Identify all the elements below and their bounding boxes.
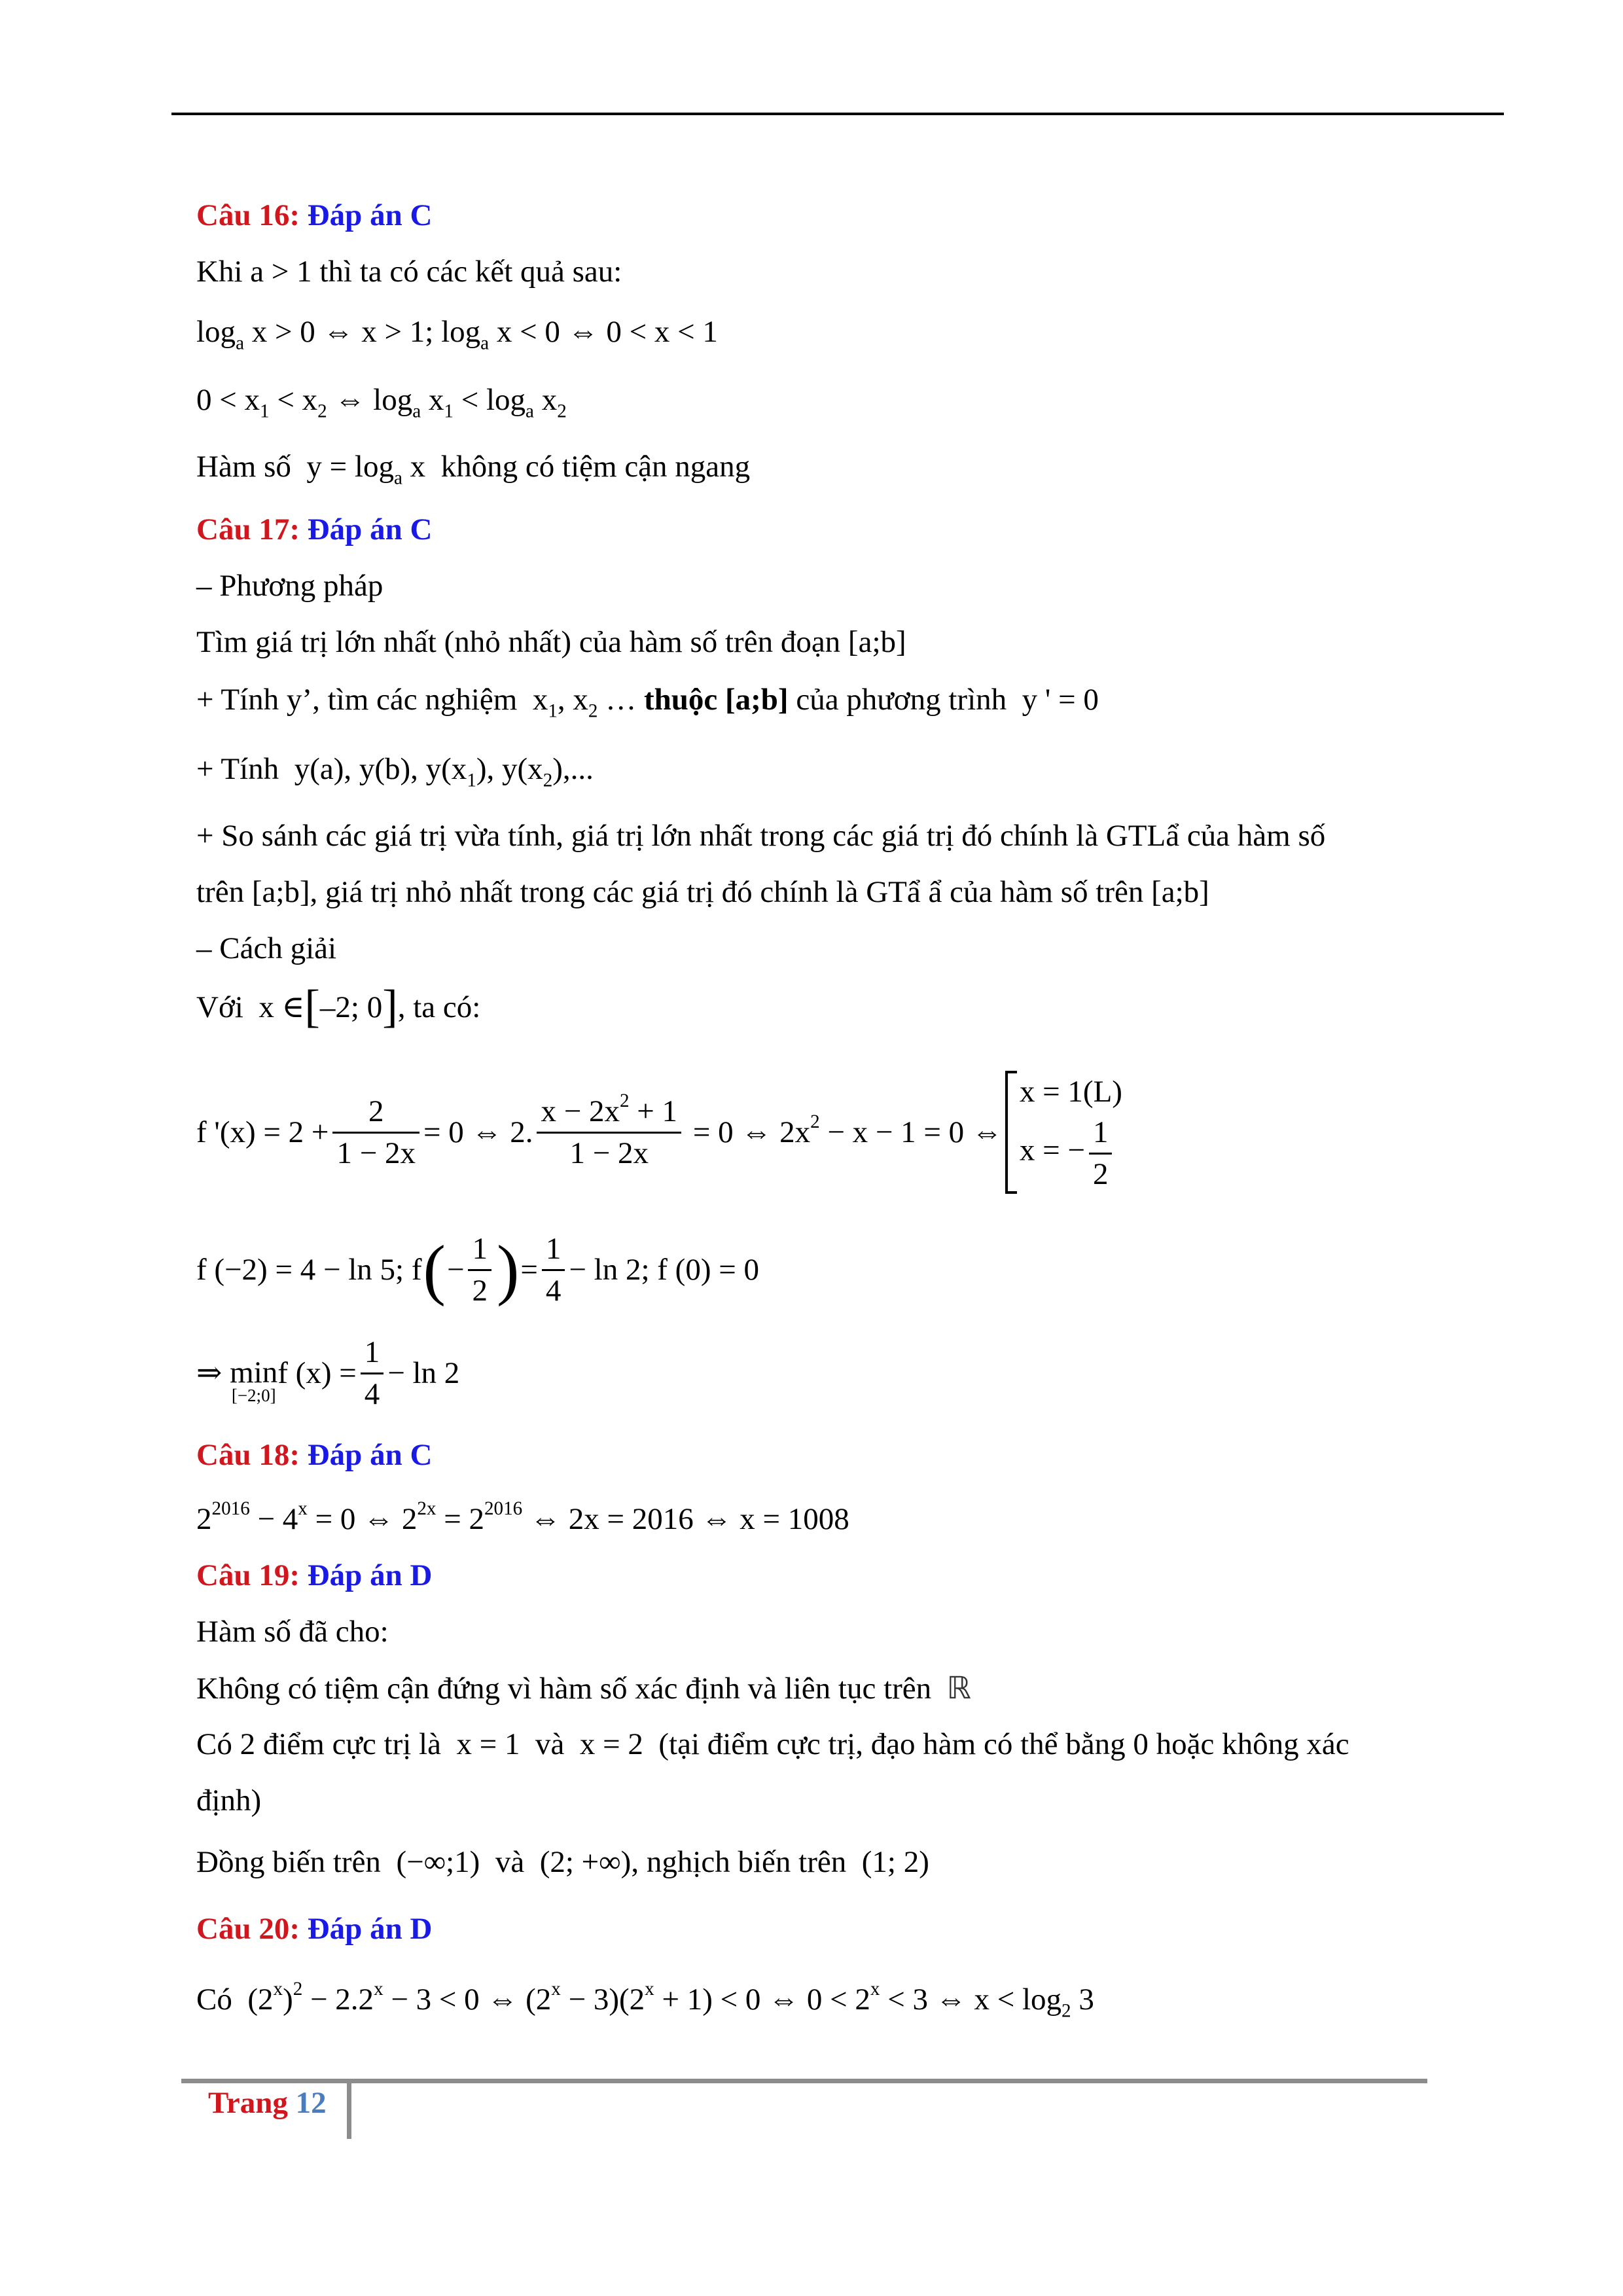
q17-method: – Phương pháp — [196, 569, 383, 603]
q17-minimum: ⇒ min [−2;0] f (x) = $\frac{1}{4}$ − ln 2 — [196, 1333, 459, 1414]
footer-rule — [181, 2079, 1427, 2083]
fraction: $\frac{x - 2x^2 + 1}{1 - 2x}$ — [537, 1092, 681, 1172]
q19-monotonic: Đồng biến trên (−∞;1) và (2; +∞), nghịch biến trên (1; 2) — [196, 1845, 929, 1879]
q20-inequality: Có $(2^x)^2 - 2.2^x - 3 < 0$ ⇔ $(2^x - 3)(2^x + 1) < 0$ ⇔ $0 < 2^x < 3$ ⇔ $x < \log_2 3$ — [196, 1979, 1094, 2022]
q17-derivative: f '(x) = 2 + $\frac{2}{1 - 2x}$ = 0 ⇔ 2. $\frac{x - 2x^2 + 1}{1 - 2x}$ = 0 ⇔ $2x^2 - x - 1 = 0$ ⇔ x = 1(L) x = − $\frac{1}{2}$ — [196, 1060, 1122, 1204]
q19-extrema-cont: định) — [196, 1784, 262, 1818]
q17-find: Tìm giá trị lớn nhất (nhỏ nhất) của hàm số trên đoạn [a;b] — [196, 625, 906, 659]
page-number: Trang 12 — [208, 2086, 327, 2120]
q17-compare-2: trên [a;b], giá trị nhỏ nhất trong các giá trị đó chính là GTẩ ẩ của hàm số trên [a;b] — [196, 875, 1209, 909]
header-rule — [171, 113, 1504, 115]
q17-solve: – Cách giải — [196, 931, 337, 965]
q16-log-monotone: $0 < x_1 < x_2$ ⇔ $\log_a x_1 < \log_a x_2$ — [196, 383, 567, 422]
q17-heading: Câu 17: Đáp án C — [196, 512, 433, 547]
q16-intro: Khi a > 1 thì ta có các kết quả sau: — [196, 255, 622, 289]
fraction: $\frac{2}{1 - 2x}$ — [332, 1092, 419, 1172]
q17-values: f (−2) = 4 − ln 5; f ( − $\frac{1}{2}$ ) = $\frac{1}{4}$ − ln 2; f (0) = 0 — [196, 1229, 759, 1310]
footer-separator — [347, 2079, 351, 2139]
q20-heading: Câu 20: Đáp án D — [196, 1912, 433, 1946]
q19-extrema: Có 2 điểm cực trị là x = 1 và x = 2 (tại điểm cực trị, đạo hàm có thể bằng 0 hoặc không xác — [196, 1727, 1349, 1761]
q18-equation: $2^{2016} - 4^x = 0$ ⇔ $2^{2x} = 2^{2016}$ ⇔ 2x = 2016 ⇔ x = 1008 — [196, 1498, 849, 1536]
q18-heading: Câu 18: Đáp án C — [196, 1438, 433, 1472]
q16-log-sign: $\log_a x > 0$ ⇔ x > 1; $\log_a x < 0$ ⇔ 0 < x < 1 — [196, 315, 718, 354]
q17-step2: + Tính y(a), y(b), $y(x_1)$, $y(x_2)$,... — [196, 752, 594, 791]
q19-given: Hàm số đã cho: — [196, 1615, 389, 1649]
q19-no-asymptote: Không có tiệm cận đứng vì hàm số xác định và liên tục trên ℝ — [196, 1670, 971, 1706]
root-system: x = 1(L) x = − $\frac{1}{2}$ — [1005, 1071, 1122, 1193]
q19-heading: Câu 19: Đáp án D — [196, 1558, 433, 1592]
q17-domain: Với x ∈[–2; 0], ta có: — [196, 981, 481, 1033]
q17-step1: + Tính y’, tìm các nghiệm $x_1$, $x_2$ … thuộc [a;b] của phương trình y ' = 0 — [196, 683, 1099, 722]
q16-heading: Câu 16: Đáp án C — [196, 198, 433, 232]
q16-asymptote: Hàm số $y = \log_a x$ không có tiệm cận ngang — [196, 450, 751, 489]
q17-compare-1: + So sánh các giá trị vừa tính, giá trị lớn nhất trong các giá trị đó chính là GTLẩ của hàm số — [196, 819, 1326, 853]
